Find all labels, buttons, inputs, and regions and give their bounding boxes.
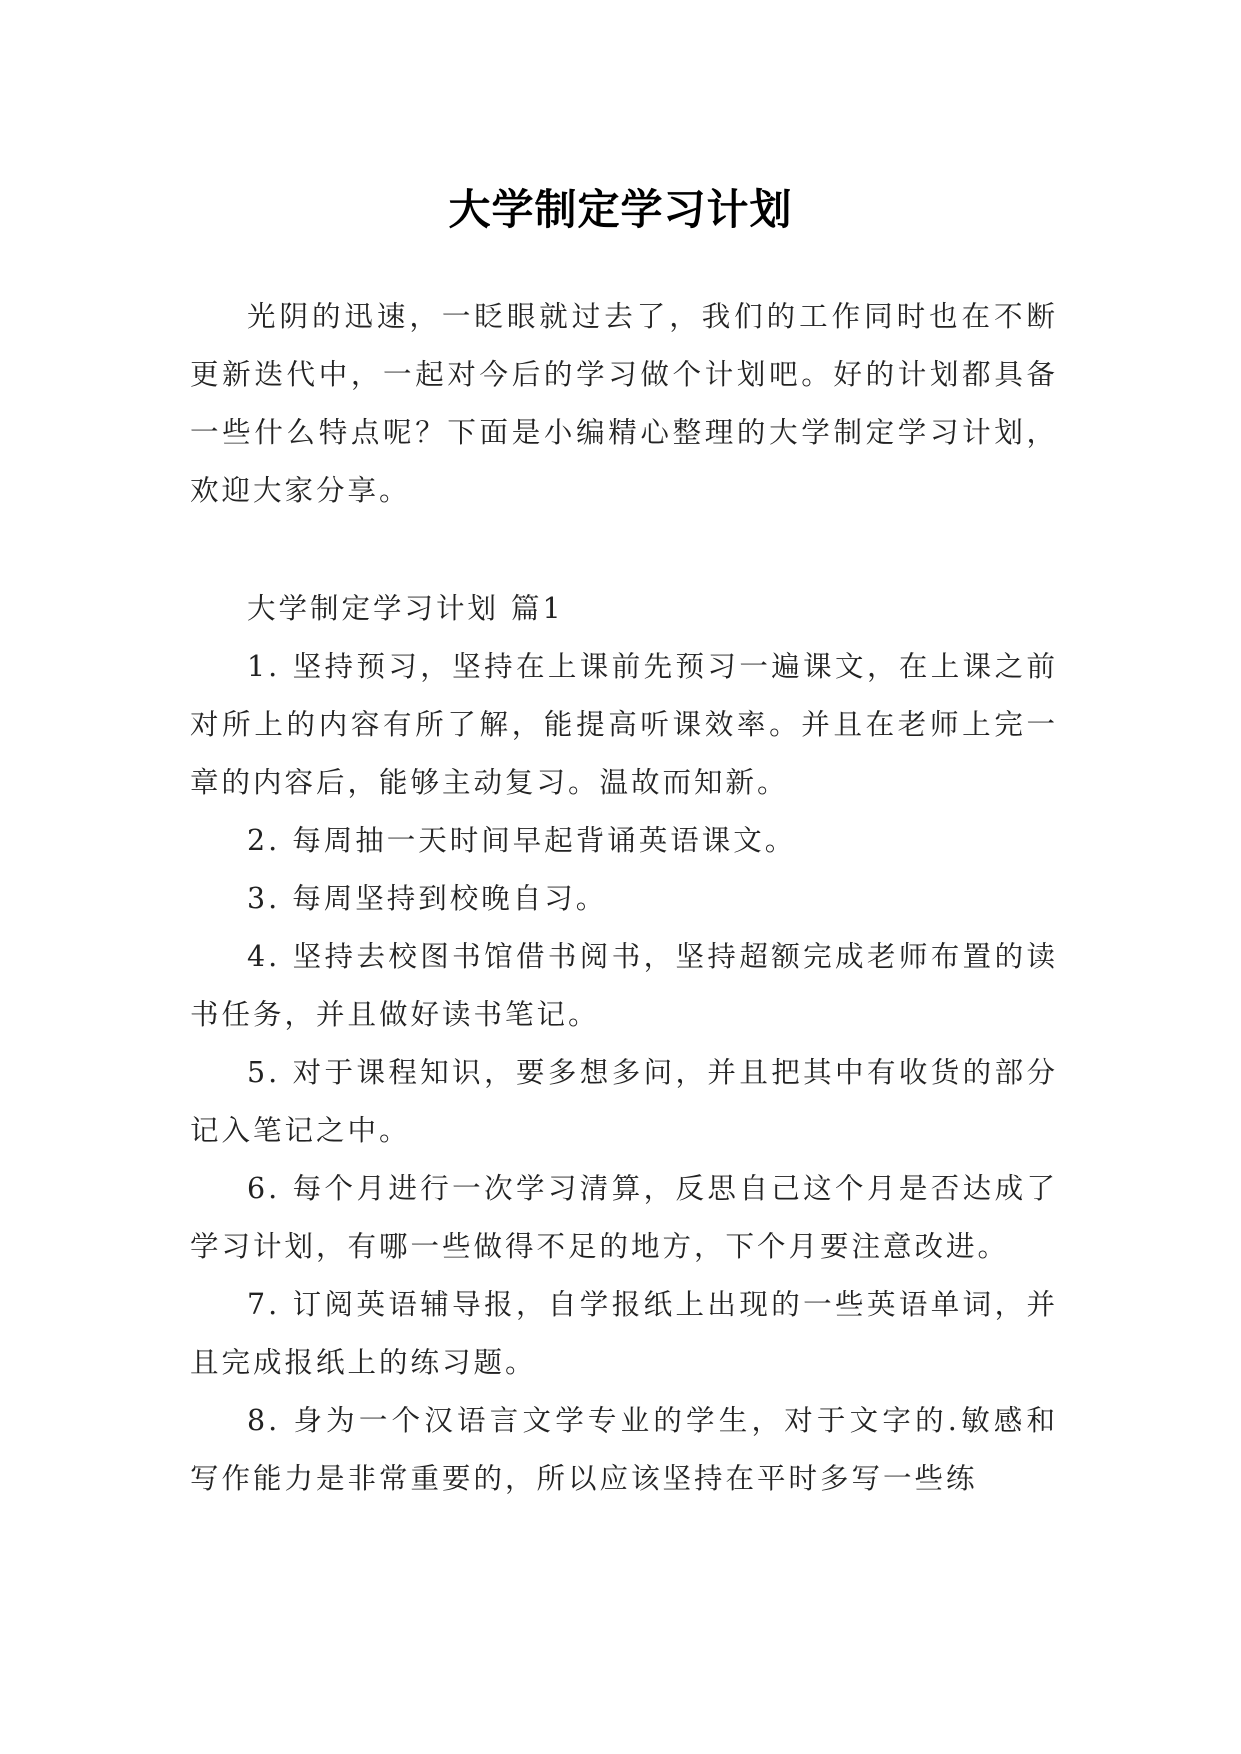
intro-paragraph: 光阴的迅速，一眨眼就过去了，我们的工作同时也在不断更新迭代中，一起对今后的学习做个计划吧。好的计划都具备一些什么特点呢？下面是小编精心整理的大学制定学习计划，欢迎大家分享。 — [190, 300, 1058, 507]
plan-item: 3. 每周坚持到校晚自习。 — [247, 882, 608, 915]
plan-item: 8. 身为一个汉语言文学专业的学生，对于文字的.敏感和写作能力是非常重要的，所以应该坚持在平时多写一些练 — [190, 1404, 1058, 1495]
plan-item: 5. 对于课程知识，要多想多问，并且把其中有收货的部分记入笔记之中。 — [190, 1056, 1058, 1147]
plan-item: 2. 每周抽一天时间早起背诵英语课文。 — [247, 824, 797, 857]
plan-item-list — [190, 638, 1058, 1508]
plan-item: 7. 订阅英语辅导报，自学报纸上出现的一些英语单词，并且完成报纸上的练习题。 — [190, 1288, 1058, 1379]
document-title: 大学制定学习计划 — [448, 185, 793, 235]
plan-item: 6. 每个月进行一次学习清算，反思自己这个月是否达成了学习计划，有哪一些做得不足的地方，下个月要注意改进。 — [190, 1172, 1058, 1263]
section-heading: 大学制定学习计划 篇1 — [247, 592, 564, 625]
plan-item: 1. 坚持预习，坚持在上课前先预习一遍课文，在上课之前对所上的内容有所了解，能提高听课效率。并且在老师上完一章的内容后，能够主动复习。温故而知新。 — [190, 650, 1058, 799]
plan-item: 4. 坚持去校图书馆借书阅书，坚持超额完成老师布置的读书任务，并且做好读书笔记。 — [190, 940, 1058, 1031]
